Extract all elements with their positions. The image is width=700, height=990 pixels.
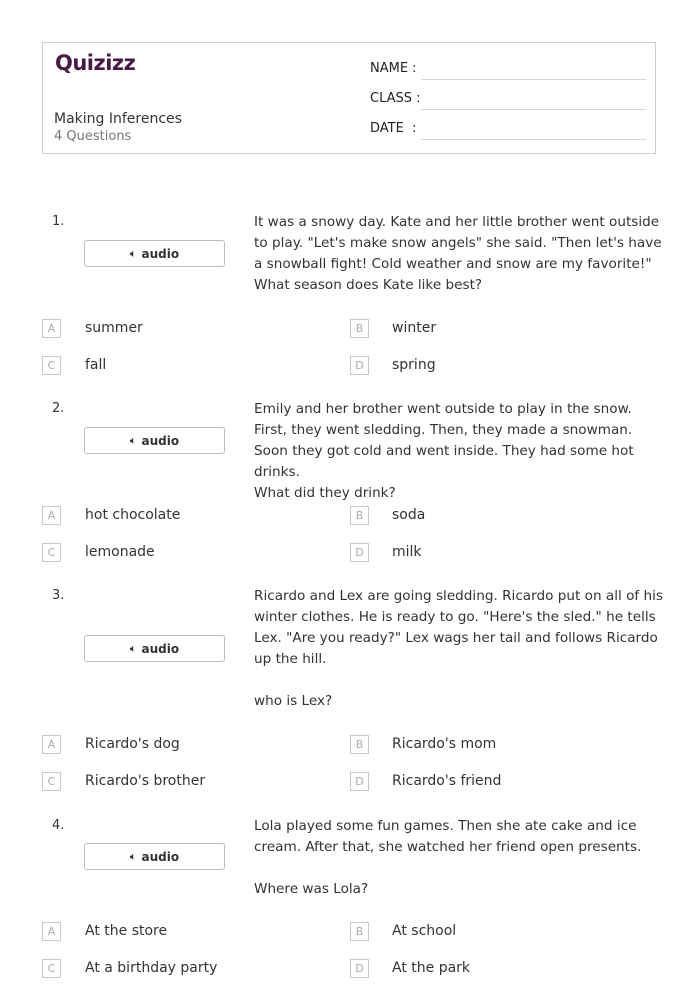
audio-label: audio [141,433,180,448]
speaker-icon: 🔈︎ [129,433,137,447]
option-d-letter: D [350,543,369,562]
option-b-letter: B [350,922,369,941]
question-passage: Lola played some fun games. Then she ate cake and ice cream. After that, she watched her friend open presents. [254,818,642,855]
question-prompt: Where was Lola? [254,881,369,897]
speaker-icon: 🔈︎ [129,641,137,655]
question-text [254,586,664,712]
audio-button[interactable] [84,427,225,454]
option-c-text[interactable]: At a birthday party [85,960,218,976]
speaker-icon: 🔈︎ [129,246,137,260]
option-a-text[interactable]: Ricardo's dog [85,736,180,752]
audio-button[interactable] [84,635,225,662]
option-c-letter: C [42,543,61,562]
option-c-text[interactable]: fall [85,357,107,373]
question-passage: It was a snowy day. Kate and her little brother went outside to play. "Let's make snow angels" she said. "Then let's have a snowball fight! Cold weather and snow are my favorite!" [254,214,662,272]
option-b-text[interactable]: soda [392,507,426,523]
worksheet-title: Making Inferences [54,111,182,127]
option-d-text[interactable]: At the park [392,960,471,976]
audio-label: audio [141,849,180,864]
date-label: DATE : [370,121,417,136]
option-d-text[interactable]: milk [392,544,422,560]
worksheet-subtitle: 4 Questions [54,129,132,144]
class-line [421,109,646,110]
option-a-letter: A [42,922,61,941]
audio-button[interactable] [84,843,225,870]
quizizz-logo: Quizizz [55,51,136,75]
question-number: 2. [52,401,65,416]
option-c-letter: C [42,959,61,978]
paragraph-gap [254,858,664,879]
option-b-text[interactable]: Ricardo's mom [392,736,497,752]
option-a-letter: A [42,319,61,338]
audio-button[interactable] [84,240,225,267]
question-text [254,212,664,296]
option-b-letter: B [350,735,369,754]
option-c-letter: C [42,772,61,791]
option-b-text[interactable]: winter [392,320,437,336]
option-b-letter: B [350,319,369,338]
question-text [254,816,664,900]
option-a-text[interactable]: summer [85,320,143,336]
question-text [254,399,664,504]
option-a-letter: A [42,735,61,754]
question-number: 3. [52,588,65,603]
option-b-text[interactable]: At school [392,923,457,939]
question-prompt: who is Lex? [254,693,333,709]
option-d-letter: D [350,959,369,978]
option-c-text[interactable]: lemonade [85,544,155,560]
option-d-text[interactable]: Ricardo's friend [392,773,502,789]
question-prompt: What did they drink? [254,485,396,501]
audio-label: audio [141,246,180,261]
paragraph-gap [254,670,664,691]
speaker-icon: 🔈︎ [129,849,137,863]
option-c-text[interactable]: Ricardo's brother [85,773,206,789]
question-prompt: What season does Kate like best? [254,277,483,293]
option-b-letter: B [350,506,369,525]
name-line [421,79,646,80]
option-a-text[interactable]: At the store [85,923,168,939]
class-label: CLASS : [370,91,421,106]
option-a-text[interactable]: hot chocolate [85,507,181,523]
audio-label: audio [141,641,180,656]
option-d-text[interactable]: spring [392,357,436,373]
option-a-letter: A [42,506,61,525]
question-passage: Ricardo and Lex are going sledding. Ricardo put on all of his winter clothes. He is ready to go. "Here's the sled." he tells Lex. "Are you ready?" Lex wags her tail and follows Ricardo up the hill. [254,588,663,667]
question-number: 4. [52,818,65,833]
question-number: 1. [52,214,65,229]
question-passage: Emily and her brother went outside to play in the snow. First, they went sledding. Then, they made a snowman. Soon they got cold and went inside. They had some hot drinks. [254,401,634,480]
option-d-letter: D [350,772,369,791]
worksheet-header [42,42,656,154]
name-label: NAME : [370,61,417,76]
option-c-letter: C [42,356,61,375]
date-line [421,139,646,140]
option-d-letter: D [350,356,369,375]
